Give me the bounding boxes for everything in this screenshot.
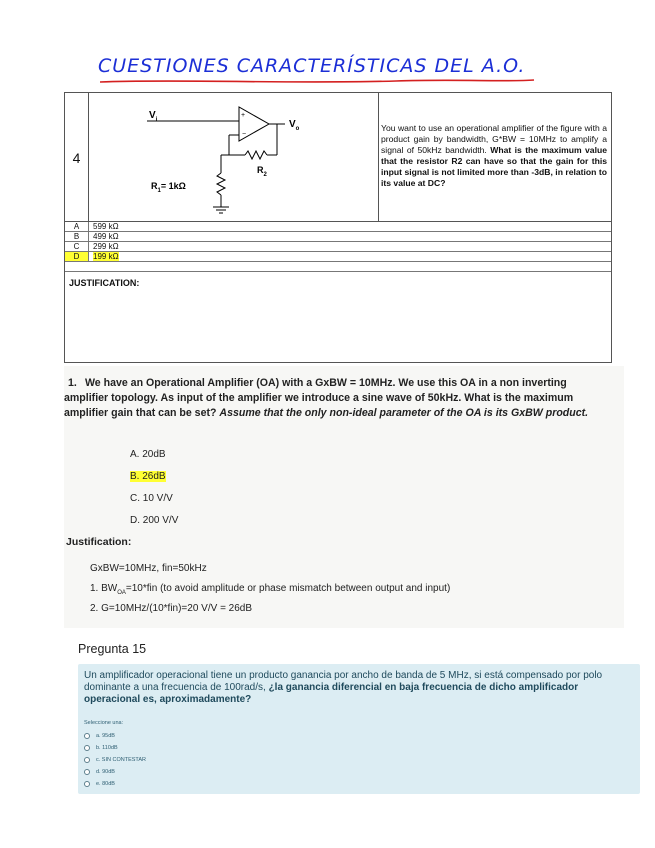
- option-b: B 499 kΩ: [65, 232, 611, 242]
- justification-label: JUSTIFICATION:: [69, 278, 140, 288]
- svg-text:+: +: [241, 112, 246, 119]
- justification-line: GxBW=10MHz, fin=50kHz: [90, 563, 207, 574]
- divider: [65, 271, 611, 272]
- radio-icon[interactable]: [84, 733, 90, 739]
- option-a: A 599 kΩ: [65, 222, 611, 232]
- question-15-title: Pregunta 15: [78, 642, 147, 656]
- red-underline: [100, 80, 534, 82]
- radio-option[interactable]: e. 80dB: [84, 778, 146, 790]
- option-c: C. 10 V/V: [130, 493, 173, 504]
- justification-line: 2. G=10MHz/(10*fin)=20 V/V = 26dB: [90, 603, 253, 614]
- option-a: A. 20dB: [130, 449, 166, 460]
- title-text: CUESTIONES CARACTERÍSTICAS DEL A.O.: [98, 55, 526, 77]
- question-1-statement: 1. We have an Operational Amplifier (OA) with a GxBW = 10MHz. We use this OA in a non inverting amplifier topology. As input of the amplifier we introduce a sine wave of 50kHz. What is the maximum amplifier gain that can be set? Assume that the only non-ideal parameter of the OA is its GxBW product.: [64, 377, 589, 419]
- question-15-box: [78, 664, 640, 794]
- option-d-highlighted: D 199 kΩ: [65, 252, 611, 262]
- question-4-header-row: [65, 93, 611, 222]
- radio-icon[interactable]: [84, 757, 90, 763]
- justification-line: 1. $BW_{OA}=10*fin$ (to avoid amplitude or phase mismatch between output and input): [90, 583, 451, 596]
- radio-option[interactable]: a. 95dB: [84, 730, 146, 742]
- radio-icon[interactable]: [84, 769, 90, 775]
- question-1-options: [130, 448, 178, 536]
- question-1-block: [64, 366, 624, 628]
- select-label: Seleccione una:: [84, 720, 124, 726]
- radio-option[interactable]: b. 110dB: [84, 742, 146, 754]
- r2-label: $R_2$: [257, 165, 267, 178]
- option-d: D. 200 V/V: [130, 515, 179, 526]
- radio-icon[interactable]: [84, 781, 90, 787]
- question-15-statement: Un amplificador operacional tiene un producto ganancia por ancho de banda de 5 MHz, si está compensado por polo dominante a una frecuencia de 100rad/s, ¿la ganancia diferencial en baja frecuencia de dicho amplificador operacional es, aproximadamente?: [84, 670, 603, 705]
- statement-bold: What is the maximum value that the resistor R2 can have so that the gain for this input signal is not limited more than -3dB, in relation to its value at DC?: [381, 145, 607, 188]
- question-4-statement: [381, 123, 607, 189]
- statement-plain: You want to use an operational amplifier of the figure with a product gain by bandwidth, G*BW = 10MHz to amplify a signal of 50kHz bandwidth.: [381, 123, 607, 155]
- r1-label: $R_1= 1k\Omega$: [151, 181, 186, 194]
- vo-label: $V_o$: [289, 119, 300, 132]
- opamp-circuit-diagram: [89, 93, 379, 222]
- radio-options: [84, 730, 146, 790]
- r2-resistor: [245, 151, 267, 159]
- svg-text:−: −: [242, 131, 247, 138]
- vi-label: $V_i$: [149, 110, 158, 123]
- option-c: C 299 kΩ: [65, 242, 611, 252]
- question-number: 4: [65, 93, 89, 222]
- radio-option[interactable]: d. 90dB: [84, 766, 146, 778]
- radio-option[interactable]: c. SIN CONTESTAR: [84, 754, 146, 766]
- radio-icon[interactable]: [84, 745, 90, 751]
- justification-lines: [90, 562, 450, 622]
- handwritten-title: [96, 46, 536, 88]
- question-4-table: [64, 92, 612, 363]
- r1-resistor: [217, 173, 225, 195]
- option-b-highlighted: B. 26dB: [130, 471, 166, 482]
- justification-label: Justification:: [66, 536, 132, 548]
- answer-options: [65, 222, 611, 262]
